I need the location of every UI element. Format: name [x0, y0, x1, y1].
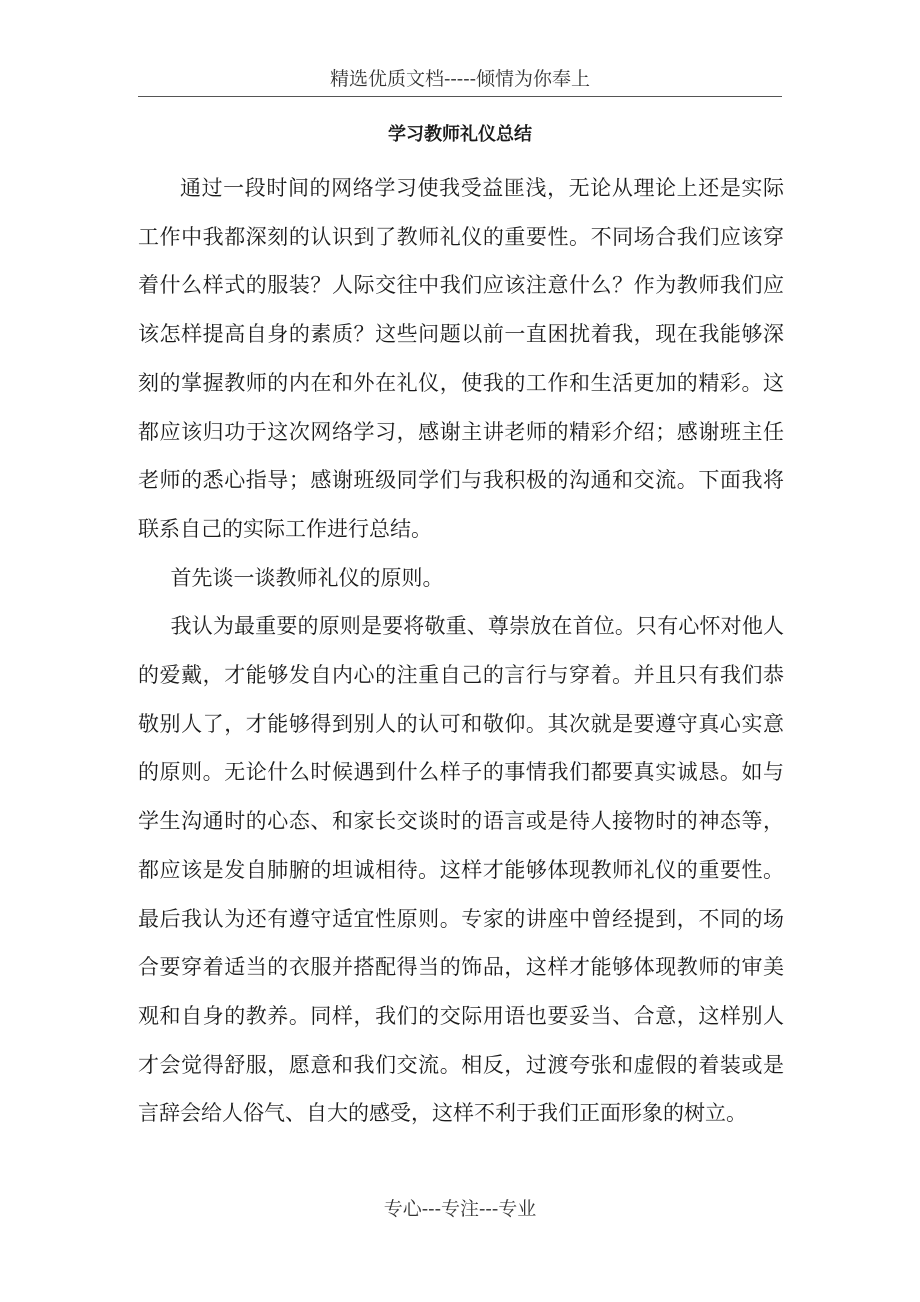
document-title: 学习教师礼仪总结 [388, 124, 532, 145]
paragraph-principles: 我认为最重要的原则是要将敬重、尊崇放在首位。只有心怀对他人的爱戴，才能够发自内心的注重自己的言行与穿着。并且只有我们恭敬别人了，才能够得到别人的认可和敬仰。其次就是要遵守真心实意的原则。无论什么时候遇到什么样子的事情我们都要真实诚恳。如与学生沟通时的心态、和家长交谈时的语言或是待人接物时的神态等，都应该是发自肺腑的坦诚相待。这样才能够体现教师礼仪的重要性。最后我认为还有遵守适宜性原则。专家的讲座中曾经提到，不同的场合要穿着适当的衣服并搭配得当的饰品，这样才能够体现教师的审美观和自身的教养。同样，我们的交际用语也要妥当、合意，这样别人才会觉得舒服，愿意和我们交流。相反，过渡夸张和虚假的着装或是言辞会给人俗气、自大的感受，这样不利于我们正面形象的树立。 [138, 614, 784, 1126]
page-header: 精选优质文档-----倾情为你奉上 [138, 62, 782, 97]
document-body [138, 164, 784, 1138]
paragraph-principles-heading: 首先谈一谈教师礼仪的原则。 [170, 565, 444, 590]
paragraph-intro: 通过一段时间的网络学习使我受益匪浅，无论从理论上还是实际工作中我都深刻的认识到了教师礼仪的重要性。不同场合我们应该穿着什么样式的服装？人际交往中我们应该注意什么？作为教师我们应该怎样提高自身的素质？这些问题以前一直困扰着我，现在我能够深刻的掌握教师的内在和外在礼仪，使我的工作和生活更加的精彩。这都应该归功于这次网络学习，感谢主讲老师的精彩介绍；感谢班主任老师的悉心指导；感谢班级同学们与我积极的沟通和交流。下面我将联系自己的实际工作进行总结。 [138, 176, 784, 541]
page-footer: 专心---专注---专业 [383, 1198, 537, 1220]
